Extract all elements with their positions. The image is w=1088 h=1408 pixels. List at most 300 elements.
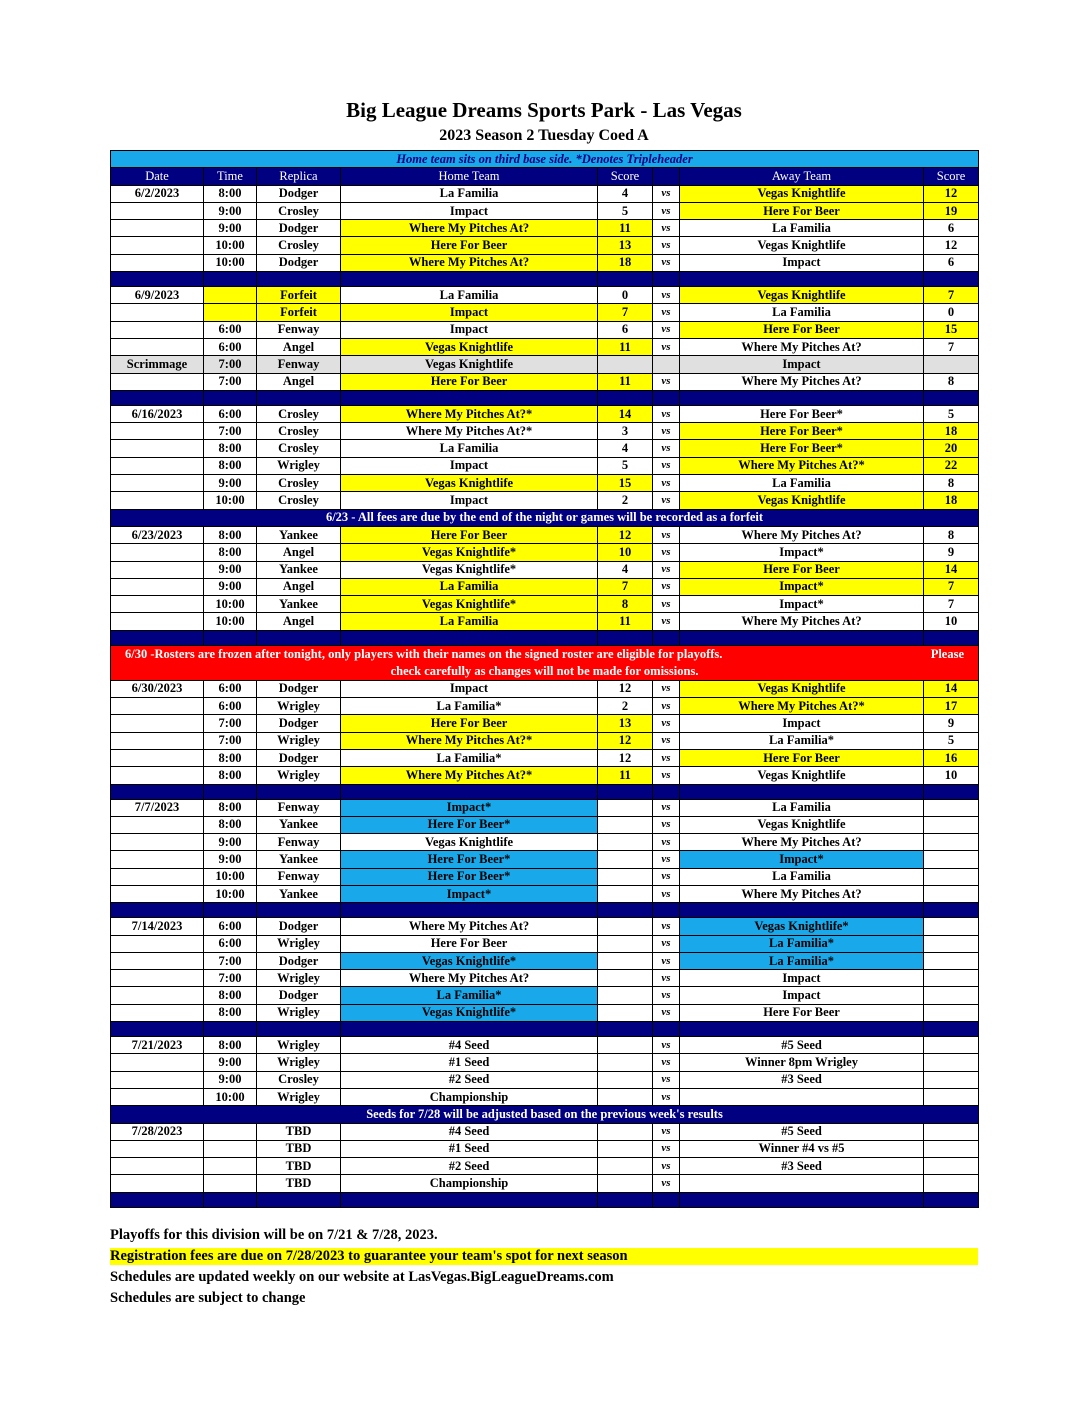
cell-replica: Wrigley [257, 1054, 341, 1071]
cell-away-score: 10 [924, 767, 979, 784]
game-row [111, 816, 979, 833]
cell-home-score [598, 987, 653, 1004]
col-away-team: Away Team [680, 168, 924, 185]
cell-replica: TBD [257, 1123, 341, 1140]
cell-home-score: 12 [598, 526, 653, 543]
cell-away-team: La Familia* [680, 732, 924, 749]
game-row [111, 304, 979, 321]
cell-vs: vs [653, 321, 680, 338]
cell-time: 9:00 [204, 1071, 257, 1088]
cell-date [111, 220, 204, 237]
cell-replica: TBD [257, 1175, 341, 1192]
cell-vs: vs [653, 237, 680, 254]
cell-away-score: 0 [924, 304, 979, 321]
separator-cell [924, 630, 979, 645]
cell-away-score: 12 [924, 237, 979, 254]
cell-replica: Crosley [257, 475, 341, 492]
cell-replica: Wrigley [257, 970, 341, 987]
cell-away-team: Impact* [680, 544, 924, 561]
cell-home-score: 12 [598, 680, 653, 697]
cell-date [111, 698, 204, 715]
cell-home-score: 11 [598, 767, 653, 784]
cell-replica: Yankee [257, 561, 341, 578]
cell-home-score [598, 1088, 653, 1105]
cell-away-score: 20 [924, 440, 979, 457]
cell-vs: vs [653, 596, 680, 613]
cell-away-team: Vegas Knightlife [680, 816, 924, 833]
cell-away-team: Impact [680, 987, 924, 1004]
cell-home-team: #4 Seed [341, 1123, 598, 1140]
cell-away-score [924, 356, 979, 373]
cell-time [204, 304, 257, 321]
separator-cell [924, 272, 979, 287]
cell-time: 9:00 [204, 561, 257, 578]
game-row [111, 237, 979, 254]
cell-away-score: 5 [924, 405, 979, 422]
cell-home-score [598, 1054, 653, 1071]
cell-away-team: Where My Pitches At? [680, 613, 924, 630]
cell-away-team: Where My Pitches At? [680, 885, 924, 902]
separator-cell [680, 390, 924, 405]
cell-replica: Wrigley [257, 1088, 341, 1105]
game-row [111, 373, 979, 390]
cell-date [111, 475, 204, 492]
cell-date [111, 1175, 204, 1192]
cell-vs: vs [653, 732, 680, 749]
cell-time [204, 1158, 257, 1175]
game-row [111, 578, 979, 595]
cell-away-score: 6 [924, 254, 979, 271]
game-row [111, 457, 979, 474]
cell-date [111, 561, 204, 578]
cell-home-team: Here For Beer* [341, 868, 598, 885]
cell-vs: vs [653, 544, 680, 561]
separator-row [111, 903, 979, 918]
footer-website: Schedules are updated weekly on our website at LasVegas.BigLeagueDreams.com [110, 1269, 614, 1285]
cell-time: 7:00 [204, 356, 257, 373]
cell-date [111, 440, 204, 457]
cell-date [111, 613, 204, 630]
cell-away-score: 17 [924, 698, 979, 715]
cell-date [111, 715, 204, 732]
cell-away-team: Here For Beer [680, 321, 924, 338]
cell-time: 6:00 [204, 698, 257, 715]
cell-home-team: Vegas Knightlife [341, 475, 598, 492]
cell-home-score [598, 799, 653, 816]
cell-time: 8:00 [204, 1037, 257, 1054]
cell-home-score [598, 1123, 653, 1140]
cell-time: 8:00 [204, 544, 257, 561]
game-row [111, 254, 979, 271]
col-home-team: Home Team [341, 168, 598, 185]
cell-date [111, 423, 204, 440]
cell-vs: vs [653, 749, 680, 766]
cell-time: 6:00 [204, 935, 257, 952]
cell-time: 10:00 [204, 613, 257, 630]
separator-cell [111, 1192, 204, 1207]
cell-home-score: 13 [598, 237, 653, 254]
cell-home-score: 18 [598, 254, 653, 271]
cell-home-team: Where My Pitches At?* [341, 767, 598, 784]
separator-cell [653, 272, 680, 287]
separator-cell [257, 903, 341, 918]
cell-date: 7/14/2023 [111, 918, 204, 935]
separator-cell [598, 272, 653, 287]
cell-time: 9:00 [204, 202, 257, 219]
cell-date [111, 1004, 204, 1021]
cell-home-team: Impact [341, 202, 598, 219]
cell-date [111, 596, 204, 613]
cell-vs: vs [653, 698, 680, 715]
cell-home-score [598, 816, 653, 833]
cell-time: 6:00 [204, 338, 257, 355]
cell-date: 6/2/2023 [111, 185, 204, 202]
cell-home-team: Here For Beer* [341, 816, 598, 833]
game-row [111, 834, 979, 851]
cell-vs: vs [653, 851, 680, 868]
separator-cell [341, 1192, 598, 1207]
cell-away-score: 12 [924, 185, 979, 202]
cell-date [111, 767, 204, 784]
cell-away-score [924, 952, 979, 969]
cell-away-team: Here For Beer [680, 1004, 924, 1021]
cell-home-team: Vegas Knightlife [341, 356, 598, 373]
cell-home-score: 13 [598, 715, 653, 732]
cell-time: 6:00 [204, 321, 257, 338]
cell-vs: vs [653, 1088, 680, 1105]
cell-home-team: #1 Seed [341, 1054, 598, 1071]
cell-vs: vs [653, 220, 680, 237]
cell-home-score: 4 [598, 185, 653, 202]
cell-home-team: Here For Beer* [341, 851, 598, 868]
col-date: Date [111, 168, 204, 185]
cell-date: 7/21/2023 [111, 1037, 204, 1054]
cell-replica: Angel [257, 373, 341, 390]
cell-home-score [598, 885, 653, 902]
cell-time: 9:00 [204, 220, 257, 237]
cell-home-score: 7 [598, 578, 653, 595]
cell-away-score [924, 1088, 979, 1105]
separator-cell [653, 1022, 680, 1037]
game-row [111, 1158, 979, 1175]
separator-cell [257, 1192, 341, 1207]
cell-time: 7:00 [204, 952, 257, 969]
separator-cell [111, 903, 204, 918]
cell-vs: vs [653, 970, 680, 987]
cell-date [111, 1088, 204, 1105]
cell-home-score: 0 [598, 287, 653, 304]
cell-away-score [924, 885, 979, 902]
cell-home-score: 12 [598, 732, 653, 749]
game-row [111, 767, 979, 784]
cell-home-team: Here For Beer [341, 526, 598, 543]
game-row [111, 885, 979, 902]
cell-home-score: 12 [598, 749, 653, 766]
cell-vs: vs [653, 287, 680, 304]
banner-row [111, 1106, 979, 1123]
cell-away-team: Here For Beer* [680, 405, 924, 422]
cell-away-team: La Familia [680, 799, 924, 816]
cell-date [111, 338, 204, 355]
cell-home-score [598, 1004, 653, 1021]
cell-time [204, 1123, 257, 1140]
cell-date [111, 885, 204, 902]
cell-date [111, 1071, 204, 1088]
cell-vs: vs [653, 440, 680, 457]
cell-home-score: 15 [598, 475, 653, 492]
cell-replica: Wrigley [257, 767, 341, 784]
tripleheader-note: Home team sits on third base side. *Denotes Tripleheader [111, 151, 979, 168]
separator-cell [924, 390, 979, 405]
separator-cell [680, 1022, 924, 1037]
cell-home-score [598, 834, 653, 851]
cell-date: 6/30/2023 [111, 680, 204, 697]
col-vs [653, 168, 680, 185]
cell-vs: vs [653, 816, 680, 833]
game-row [111, 680, 979, 697]
cell-time: 6:00 [204, 405, 257, 422]
separator-cell [653, 390, 680, 405]
cell-away-score: 7 [924, 596, 979, 613]
separator-cell [680, 903, 924, 918]
separator-cell [680, 1192, 924, 1207]
separator-cell [341, 1022, 598, 1037]
cell-away-team: La Familia* [680, 935, 924, 952]
cell-away-team: Where My Pitches At? [680, 373, 924, 390]
cell-home-score: 11 [598, 220, 653, 237]
cell-time: 8:00 [204, 1004, 257, 1021]
game-row [111, 1123, 979, 1140]
cell-away-score: 9 [924, 715, 979, 732]
cell-time: 7:00 [204, 423, 257, 440]
cell-date [111, 935, 204, 952]
cell-away-score: 8 [924, 475, 979, 492]
banner-text: 6/23 - All fees are due by the end of the night or games will be recorded as a forfeit [111, 509, 979, 526]
cell-replica: Fenway [257, 799, 341, 816]
cell-vs: vs [653, 1004, 680, 1021]
cell-replica: Dodger [257, 952, 341, 969]
separator-cell [653, 1192, 680, 1207]
cell-away-team: Impact* [680, 851, 924, 868]
cell-home-score: 4 [598, 561, 653, 578]
cell-date [111, 1158, 204, 1175]
cell-date [111, 492, 204, 509]
cell-home-team: #2 Seed [341, 1158, 598, 1175]
cell-home-team: La Familia* [341, 749, 598, 766]
banner-row [111, 509, 979, 526]
game-row [111, 321, 979, 338]
cell-time: 7:00 [204, 732, 257, 749]
game-row [111, 1175, 979, 1192]
separator-cell [680, 272, 924, 287]
cell-home-score [598, 1175, 653, 1192]
cell-time: 10:00 [204, 254, 257, 271]
separator-cell [111, 390, 204, 405]
cell-replica: Wrigley [257, 457, 341, 474]
cell-home-team: #1 Seed [341, 1140, 598, 1157]
cell-date [111, 578, 204, 595]
separator-cell [111, 272, 204, 287]
cell-time: 9:00 [204, 1054, 257, 1071]
cell-replica: Wrigley [257, 732, 341, 749]
col-replica: Replica [257, 168, 341, 185]
game-row [111, 1037, 979, 1054]
footer-playoffs: Playoffs for this division will be on 7/21 & 7/28, 2023. [110, 1227, 438, 1243]
cell-home-team: La Familia [341, 578, 598, 595]
roster-warning-line1: 6/30 -Rosters are frozen after tonight, only players with their names on the signed roster are eligible for playoffs. [125, 646, 723, 661]
cell-time: 10:00 [204, 1088, 257, 1105]
cell-away-score: 18 [924, 492, 979, 509]
cell-away-score: 18 [924, 423, 979, 440]
cell-replica: Yankee [257, 851, 341, 868]
cell-time: 10:00 [204, 885, 257, 902]
cell-home-score [598, 851, 653, 868]
game-row [111, 185, 979, 202]
cell-away-team: Impact [680, 254, 924, 271]
cell-date [111, 1140, 204, 1157]
cell-vs [653, 356, 680, 373]
game-row [111, 405, 979, 422]
cell-home-team: Impact [341, 457, 598, 474]
cell-time: 7:00 [204, 373, 257, 390]
cell-away-team: Impact [680, 715, 924, 732]
cell-home-team: #4 Seed [341, 1037, 598, 1054]
cell-home-team: Impact* [341, 799, 598, 816]
cell-away-team: Vegas Knightlife [680, 767, 924, 784]
cell-away-team: Where My Pitches At? [680, 338, 924, 355]
cell-home-team: Where My Pitches At?* [341, 423, 598, 440]
cell-away-score: 14 [924, 680, 979, 697]
cell-away-team: Vegas Knightlife [680, 680, 924, 697]
cell-away-team: Winner #4 vs #5 [680, 1140, 924, 1157]
cell-date [111, 321, 204, 338]
cell-away-team: La Familia [680, 475, 924, 492]
game-row [111, 970, 979, 987]
cell-replica: Dodger [257, 680, 341, 697]
cell-home-team: Impact* [341, 885, 598, 902]
cell-home-team: Vegas Knightlife* [341, 544, 598, 561]
cell-replica: Crosley [257, 440, 341, 457]
cell-replica: Angel [257, 613, 341, 630]
game-row [111, 732, 979, 749]
cell-vs: vs [653, 373, 680, 390]
cell-vs: vs [653, 1123, 680, 1140]
cell-away-score: 10 [924, 613, 979, 630]
cell-vs: vs [653, 254, 680, 271]
cell-time [204, 287, 257, 304]
cell-home-team: Impact [341, 492, 598, 509]
cell-time: 10:00 [204, 237, 257, 254]
cell-home-team: Championship [341, 1088, 598, 1105]
cell-home-score: 2 [598, 698, 653, 715]
cell-replica: TBD [257, 1158, 341, 1175]
game-row [111, 1054, 979, 1071]
separator-cell [204, 272, 257, 287]
cell-home-score: 4 [598, 440, 653, 457]
cell-time: 10:00 [204, 492, 257, 509]
cell-away-score [924, 1071, 979, 1088]
cell-home-score [598, 1071, 653, 1088]
game-row [111, 475, 979, 492]
cell-time: 8:00 [204, 749, 257, 766]
cell-vs: vs [653, 935, 680, 952]
cell-home-score [598, 935, 653, 952]
page-subtitle: 2023 Season 2 Tuesday Coed A [439, 127, 649, 144]
cell-away-team: Vegas Knightlife [680, 185, 924, 202]
cell-date [111, 304, 204, 321]
separator-cell [341, 390, 598, 405]
game-row [111, 1004, 979, 1021]
cell-time: 8:00 [204, 816, 257, 833]
cell-away-score: 8 [924, 373, 979, 390]
cell-away-score: 6 [924, 220, 979, 237]
cell-away-team: Where My Pitches At? [680, 834, 924, 851]
separator-cell [257, 272, 341, 287]
cell-vs: vs [653, 885, 680, 902]
cell-home-team: Where My Pitches At? [341, 254, 598, 271]
game-row [111, 1140, 979, 1157]
cell-away-team: Vegas Knightlife [680, 287, 924, 304]
separator-cell [111, 784, 204, 799]
cell-time: 6:00 [204, 918, 257, 935]
cell-vs: vs [653, 475, 680, 492]
separator-cell [341, 903, 598, 918]
cell-home-score [598, 970, 653, 987]
cell-vs: vs [653, 304, 680, 321]
cell-replica: Dodger [257, 185, 341, 202]
roster-warning-please: Please [930, 646, 965, 661]
cell-away-score: 9 [924, 544, 979, 561]
game-row [111, 698, 979, 715]
cell-away-score [924, 1123, 979, 1140]
game-row [111, 749, 979, 766]
cell-vs: vs [653, 1140, 680, 1157]
cell-vs: vs [653, 868, 680, 885]
game-row [111, 613, 979, 630]
game-row [111, 287, 979, 304]
cell-away-score [924, 868, 979, 885]
cell-home-team: Where My Pitches At?* [341, 732, 598, 749]
cell-date [111, 834, 204, 851]
cell-away-score [924, 1158, 979, 1175]
cell-away-score [924, 1004, 979, 1021]
cell-replica: Yankee [257, 816, 341, 833]
cell-vs: vs [653, 578, 680, 595]
separator-row [111, 272, 979, 287]
cell-vs: vs [653, 952, 680, 969]
cell-vs: vs [653, 1054, 680, 1071]
cell-away-team: La Familia [680, 868, 924, 885]
separator-cell [111, 630, 204, 645]
cell-away-team: La Familia [680, 304, 924, 321]
cell-home-team: Vegas Knightlife [341, 834, 598, 851]
cell-away-score [924, 987, 979, 1004]
cell-replica: Wrigley [257, 935, 341, 952]
cell-date [111, 851, 204, 868]
separator-cell [341, 784, 598, 799]
cell-away-team: Impact* [680, 578, 924, 595]
cell-vs: vs [653, 185, 680, 202]
cell-date [111, 544, 204, 561]
cell-away-score: 8 [924, 526, 979, 543]
separator-cell [257, 784, 341, 799]
game-row [111, 952, 979, 969]
cell-replica: Fenway [257, 321, 341, 338]
separator-cell [598, 903, 653, 918]
cell-home-score: 6 [598, 321, 653, 338]
cell-home-team: Vegas Knightlife* [341, 952, 598, 969]
cell-away-team: #5 Seed [680, 1037, 924, 1054]
